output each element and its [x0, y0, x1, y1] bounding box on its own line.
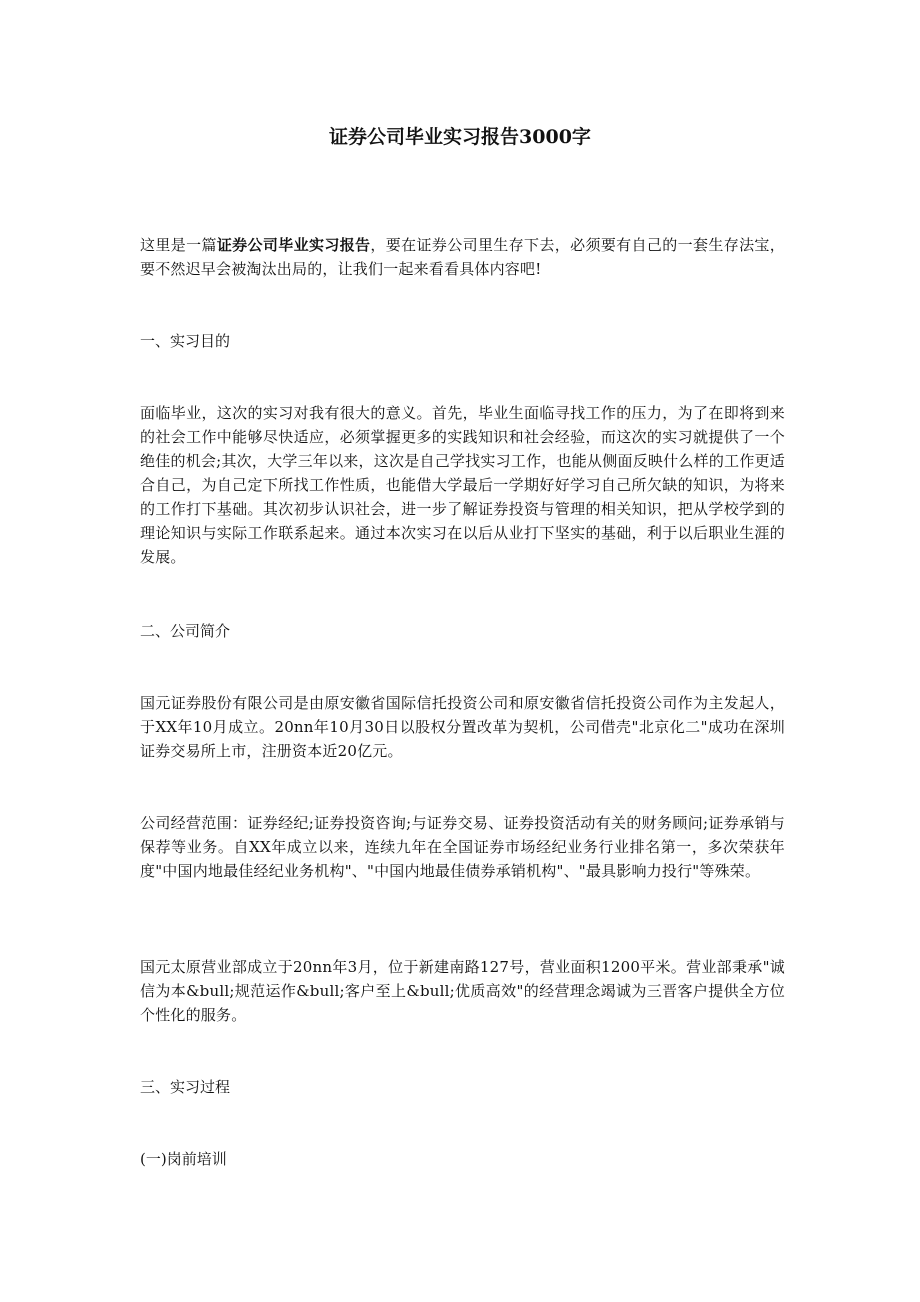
- intro-suffix: ，要在证券公司里生存下去，必须要有自己的一套生存法宝，要不然迟早会被淘汰出局的，让我们一起来看看具体内容吧!: [140, 236, 785, 278]
- section-heading-company: 二、公司简介: [140, 622, 231, 640]
- purpose-paragraph: 面临毕业，这次的实习对我有很大的意义。首先，毕业生面临寻找工作的压力，为了在即将到来的社会工作中能够尽快适应，必须掌握更多的实践知识和社会经验，而这次的实习就提供了一个绝佳的机会;其次，大学三年以来，这次是自己学找实习工作，也能从侧面反映什么样的工作更适合自己，为自己定下所找工作性质，也能借大学最后一学期好好学习自己所欠缺的知识，为将来的工作打下基础。其次初步认识社会，进一步了解证券投资与管理的相关知识，把从学校学到的理论知识与实际工作联系起来。通过本次实习在以后从业打下坚实的基础，利于以后职业生涯的发展。: [140, 404, 785, 566]
- subheading-training: (一)岗前培训: [140, 1150, 227, 1168]
- company-paragraph-1: 国元证券股份有限公司是由原安徽省国际信托投资公司和原安徽省信托投资公司作为主发起人，于XX年10月成立。20nn年10月30日以股权分置改革为契机，公司借壳"北京化二"成功在深圳证券交易所上市，注册资本近20亿元。: [140, 694, 785, 760]
- intro-paragraph: [140, 233, 785, 281]
- company-paragraph-3: 国元太原营业部成立于20nn年3月，位于新建南路127号，营业面积1200平米。营业部秉承"诚信为本&bull;规范运作&bull;客户至上&bull;优质高效"的经营理念竭诚为三晋客户提供全方位个性化的服务。: [140, 958, 785, 1024]
- company-paragraph-2: 公司经营范围：证券经纪;证券投资咨询;与证券交易、证券投资活动有关的财务顾问;证券承销与保荐等业务。自XX年成立以来，连续九年在全国证券市场经纪业务行业排名第一，多次荣获年度"中国内地最佳经纪业务机构"、"中国内地最佳债券承销机构"、"最具影响力投行"等殊荣。: [140, 814, 785, 880]
- section-heading-purpose: 一、实习目的: [140, 332, 231, 350]
- document-title: 证券公司毕业实习报告3000字: [329, 126, 591, 148]
- intro-bold-phrase: 证券公司毕业实习报告: [216, 236, 371, 254]
- intro-prefix: 这里是一篇: [140, 236, 217, 254]
- section-heading-process: 三、实习过程: [140, 1078, 231, 1096]
